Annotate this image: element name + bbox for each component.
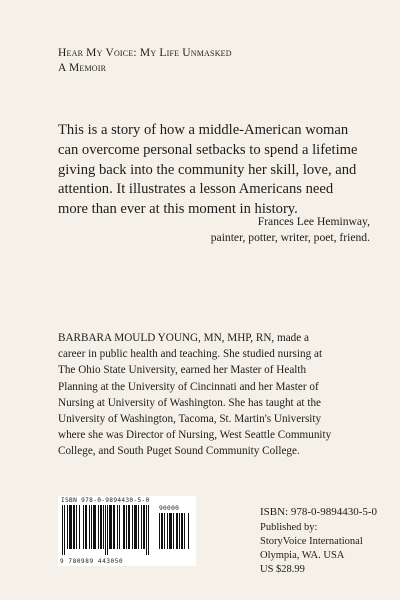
bio-line: BARBARA MOULD YOUNG, MN, MHP, RN, made a [58,332,310,344]
bio-line: where she was Director of Nursing, West Seattle Community [58,429,332,442]
bio-line: Nursing at University of Washington. She has taught at the [58,396,322,409]
isbn-text: ISBN: 978-0-9894430-5-0 [260,506,378,518]
book-subtitle: A Memoir [58,62,107,74]
quote-line: This is a story of how a middle-American woman [58,122,349,138]
price-code: 90000 [159,505,180,512]
publisher-info [260,505,377,577]
barcode-digits: 9 780989 443050 [60,558,124,565]
quote-attribution [211,214,370,246]
quote-line: can overcome personal setbacks to spend a lifetime [58,141,358,158]
attribution-description: painter, potter, writer, poet, friend. [210,231,370,244]
bio-line: Planning at the University of Cincinnati and her Master of [58,380,319,393]
quote-line: more than ever at this moment in history. [58,201,298,218]
price-barcode-bars [159,513,191,555]
published-by-label: Published by: [260,522,318,533]
quote-line: giving back into the community her skill, love, and [58,161,357,178]
barcode-isbn-label: ISBN 978-0-9894430-5-0 [61,497,150,504]
author-bio [58,330,378,460]
barcode-bars [62,505,156,555]
bio-line: career in public health and teaching. She studied nursing at [58,348,323,361]
quote-line: attention. It illustrates a lesson Americans need [58,181,334,198]
publisher-name: StoryVoice International [260,536,363,547]
bio-line: The Ohio State University, earned her Master of Health [58,364,307,377]
attribution-name: Frances Lee Heminway, [257,215,370,228]
bio-line: University of Washington, Tacoma, St. Martin's University [58,413,322,426]
book-title-block [58,46,232,76]
book-title: Hear My Voice: My Life Unmasked [58,47,232,59]
bio-line: College, and South Puget Sound Community College. [58,445,300,458]
publisher-location: Olympia, WA. USA [260,550,345,561]
isbn-barcode [58,496,196,566]
endorsement-quote [58,121,378,220]
price-text: US $28.99 [260,564,305,575]
